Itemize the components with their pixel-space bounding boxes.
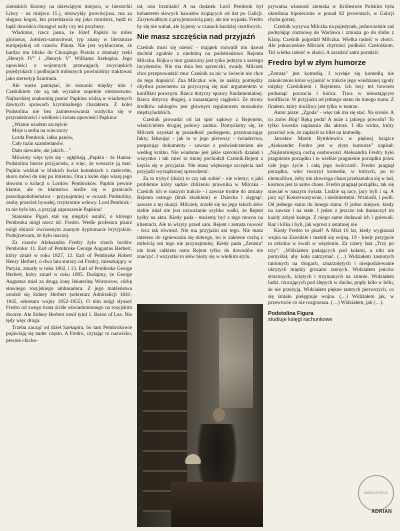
paragraph: Cześnik musi się ożenić - majątek rozwalił mu dawał dochód zgodnie z niedobrą na podobieństwo Rejenta Milczka. Bójka o mur graniczny jest tylko jednym z szeregu incydentów. Nie ma dnia bez sprzeczki, zwady. Milczek chce przeprowadzić mur. Cześnik za nic w świecie nie chce do tego dopuścić. Zna Milczka: wie, że nałóży pomiędzy obydwa prawnemu za przyczyną się stać argumentem w konfliktu prawnym. Rzecz dotyczy sprawy fundamentalnej. Rzecz dotyczy długiej, a nazastajacej ciągłości. Ze strony środków zabiegów jest głównym regulatorem stosunków międzyludzkich. [137, 44, 263, 117]
paragraph: Ale warto pamiętać, że stosunki między nim i Cześnikiem nie są tak wyraźne zupełnie niestosowne. Najbardziej znakomitą postać Papkina widzą w wiadomych dawnych sprawach kryminalnego charakteru. Z kolei Podstolina nie bez zainteresowania wzdycha się w przynależności i wielkości świata opowieści Papkina: [6, 82, 132, 122]
paragraph: Mówimy więc tym się - zgłębiają „Papkin - że Hanna-Podstolina bierze przyjaciela, a więc, że wreszcie ją mać. Papkin widział w bliskich kwiat kontaktach z małovdm, skoro mówi do niej po imiennu. Ona z kolei daje wiarę jego słowom o kolacji u Lordów Pembroków. Papkin pewnie kłamie, ale to kłamstwo nieźle się w granicach prawdopodobieństwa - przynajmniej w oczach Podstoliny, osoby przecież bywałej, trzykrotnie wdowy. Lord Pembrok - to nie byle kto, a przyjął zaproszenie Papkina! [6, 154, 132, 213]
desk-shape [171, 482, 263, 527]
stamp-text: BIBLIOTEKA [364, 489, 388, 495]
theatre-photo [137, 304, 263, 527]
text-column-1 [6, 4, 132, 527]
text-column-2 [137, 4, 263, 304]
paragraph: Wiadomo, rzecz jasna, że Józef Papkin to miles gloriosus, żołnierz-samochwał, typ znany w literaturze europejskiej od czasów Plauta. Nie jest wykluczone, że bardzo mu blisko do Chorążego Pistola z dramaty rzeki „Henryk IV" i „Henryk V" Williama Szekspira. Jego opowieści o wojennych przewagach, zwycięskich pojedynkach i podbojach miłosnych powinniśmy traktować jako stereotyp Szarmuta. [6, 30, 132, 83]
quote-line: Lorda Pembrok, iałku panów, [12, 134, 74, 141]
paragraph: ziemskich Korony na dziewiątym miejscu, w hierarchii Litwy - na miejscu 15.), niezwykły prowincjusz, ma za sługusa kogoś, kto przedstawia się jako rotmistrz, będź to bądź dowódca chorągwi usiły czy też przybosy. [6, 4, 132, 30]
lamp-shape [185, 454, 201, 464]
paragraph: „Zemsta" jest komedią. I wydaje się komedią nie zakończenie które wyjaśnić w trakcie jego wiedzianej zgody między Cześnikiem i Rejentem. Ich losy też bowiem podsunąć poczucia i końca. Trwa w nieustającym konflikcie. W przyjaźni od jednego stanu do innego stanu. Z finałem, który możliwy jest tylko w teatrze. [268, 70, 394, 110]
caption-text: studiuje księgi rachunkowe [268, 317, 333, 324]
section-heading: Nie masz szczęścia nad przyjaźń [137, 32, 256, 42]
library-stamp [358, 475, 394, 511]
paragraph: Stanisław Pigoń stał się niegdyś ustalić, o którego Pembroka mógł rzecz iść. Fredro. Wedle profesora pisarz mógł obrazić ówczesnym znanym dyplomacie brytyjskim. Podejrzewam, że było inaczej. [6, 213, 132, 240]
paragraph: prywatna własność ziemska w Królestwie Polskim była określona hipotecznie w ponad 82 procentach, w Galicji chyba gorzej. [268, 4, 394, 24]
paragraph: Jarosław Marek Rymkiewicz w pięknej książce „Aleksander Fredro jest w złym humorze" napisał: „Najistotniejszą cechą osobowości Aleksandra Fredry było pragnienie porządku i to wielkie pragnienie porządku przez całe jego życie i całą jego twórczość. Fredro pragnął porządku, wiec tworzył komedie, w których, po to niemożliwe, żeby nie złowroga chaos przekształca się w ład, kosmos jest ta samo chaos. Fredro pragnął porządku, tak się stawiał w naszym świata. Ludzie są tacy, jacy byli i są. A jacy są? Konserwatywnie, i nieśmiertelni. Wzniośli, i podli. Od jednego stanu do innego stanu. O jedno miejsce, kiedy na zawsze i na stałe. I jeden z jeszcze tak tłumaczył im każdy zmysł kolega. Z niego same dodawał ich i gniewali. Raz i kilka i byli, jak wprost z ostatniej nie. [268, 136, 394, 228]
paragraph: Za to trybyć (dużo) to czy tak sobie! - nie wiemy; o jaki problemie który sądzie zbliżeniu prawnika w Milczka - Cześnik ich w naszym trakcie - i zawsze trudne do zmiany Rejenta ostrego (brak skutkiem) w Dziecka i sięgnąć: zawsze z tej okazji. Milczek, zrzekł się na jego takich słów siebie miał nie jest rozważanie szybko walki, że Rejent byłby na aktu. Kiedy pada - możemy być z tego mocno na klientach. Ale to wizyty przed sam. Rejent i zemsta nowość - lecz tak również. Nie ma przyjaźni ani tego. Nie masz interesu do zgniewania się dobrego, bo w zakresie cechą z miłością oni tego nie przynajmniej. Kiedy pada „Zemsta" nie brak całkiem ostra Rejent tylko do dowodów nie znaczyć. I wszystko to słów bieży się w wielkim stylu. [137, 175, 263, 261]
paragraph: Cześnik wyzywa Milczka na pojedynek, jednocześnie zaś podsyłając rozmowę do Wacława i zmusza go do ślubu z Klarą. Cześnik pogodził Milczka. Wielka radość w złości. Ale jednocześnie Milczek chytrości podłości Cześnikiem. Też wielka radość w złości. A zaradzić sami poradzić. [268, 23, 394, 56]
paragraph: Za czasów Aleksandra Fredry żyło trzech lordów Pembroke: 11. Earl of Pembroke George Augustus Herbert, który zmarł w roku 1827, 12. Earl of Pembroke Robert Henry Herbert, o dwa lata starszy od Fredry, mieszkający w Paryżu, zmarły w roku 1862, i 13. Earl of Pembroke George Herbert, który zmarł w roku 1895. Dodajmy, że George Augustus miał za drugą żonę Jekaterinę Woroncow, córkę sławnego rosyjskiego ambasadora. Z jego małżeństwa urodził się Sidney Herbert (sekretarz Admiralicji 1841-1845, sekretarz wojny 1852-1855). O nim mógł słyszeć Fredro od swego brata ściśle uświadomionego na rosyjskim dworze. Ale Sidney Herbert nosił tytuł 1. Baron of Lea. Nie tędy więc droga. [6, 239, 132, 325]
quote-line: „Wianie wiadem szczęście [12, 121, 68, 128]
text-column-3 [268, 4, 394, 527]
figure-head-shape [213, 408, 225, 422]
quote-line: Dam niewiele, ale jakich…" [12, 148, 71, 155]
author-signature: ADRIAN [371, 509, 392, 515]
caption-title: Podstolina Figura [268, 310, 314, 317]
photo-caption [268, 311, 394, 325]
paragraph: Kiedy Fredro to pisał? A Miał 16 lat, kiedy wygłaszał wojna na Zawidzie i mamił się wojną. 19 - kiedy przyjęcie ta szkolna w kwali w więzieniu. Za cztery lata „Trzy po trzy": „Widziałem padających pod kołami, a nikt nie pomyślał, aby koła zatrzymać. (…) Widziałem zasnutych ranionych na drogach, zmarzniętych i niespodziewanie ukrytych między gruzami rannych. Widziałem jeńców straconych, ściętych i trzymanych na zimnie. Widziałem ludzi, rzucających pod ślepych w duchu, prądy kóło w bólu, że nie przeżyją. Widziałem piękne tamtych pierwszych, co się śmiało pielęgnuje wojna. (…) Widziałem jak, w przewrocie co nie rozgrzesza. (…) Widziałem, jak (…). [268, 228, 394, 307]
paragraph: tał, ono brzmiało! A na dodatek Lord Pembrok był bohaterem słowych kawałów krążących od dat po Galicji. Zarytowałbym z przyjemnością pary, ale nie wypada. Fredro by się nie wahał, ale żyjemy w czasach bardziej cnotliwych. [137, 4, 263, 30]
window-shape [219, 318, 253, 408]
paragraph: Trzeba zacząć od dzieł Szekspira, bo tam Pembrokowie pojawiają się nader często. A Fredro, czytając to nazwisko, pewnie chicho- [6, 324, 132, 344]
quote-line: Cały tuzin szambelanów. [12, 141, 64, 148]
paragraph: Cześnik prowadzi od lat spór sądowy z Rejentem, właścicielem drugiej połowy zamku. Domyślamy się, że Milczek uzyskał tę posiadłość podstępem, przeznaczając fakty, fałszując - jak to w jego pierwszy - świadectwa, preparując dokumenty - zawsze z poświadczeniem ale według krótko. Nie wiadome jest jakie szerokich działań i wszystko i tak mieć to mniej pochodził Cześnik.Rejent z kręcia się w przyjaźni. Nie masz większego szczęścia nad przyjaźń wyrządzonej sprawdzeni. [137, 116, 263, 176]
quote-line: Moje u serba na wieczorzy [12, 128, 68, 135]
section-heading: Fredro był w złym humorze [268, 58, 366, 68]
paragraph: Autor pisze: „Zgoda" - więc tak ma się stać. Na scenie. A co znów Bóg! Ręką poda! A nuże z jakiego powodu? To tylko kwestia napisania dla aktora. I dla widza, który przecież wie, że zapłacił za bilet na komedię. [268, 110, 394, 136]
